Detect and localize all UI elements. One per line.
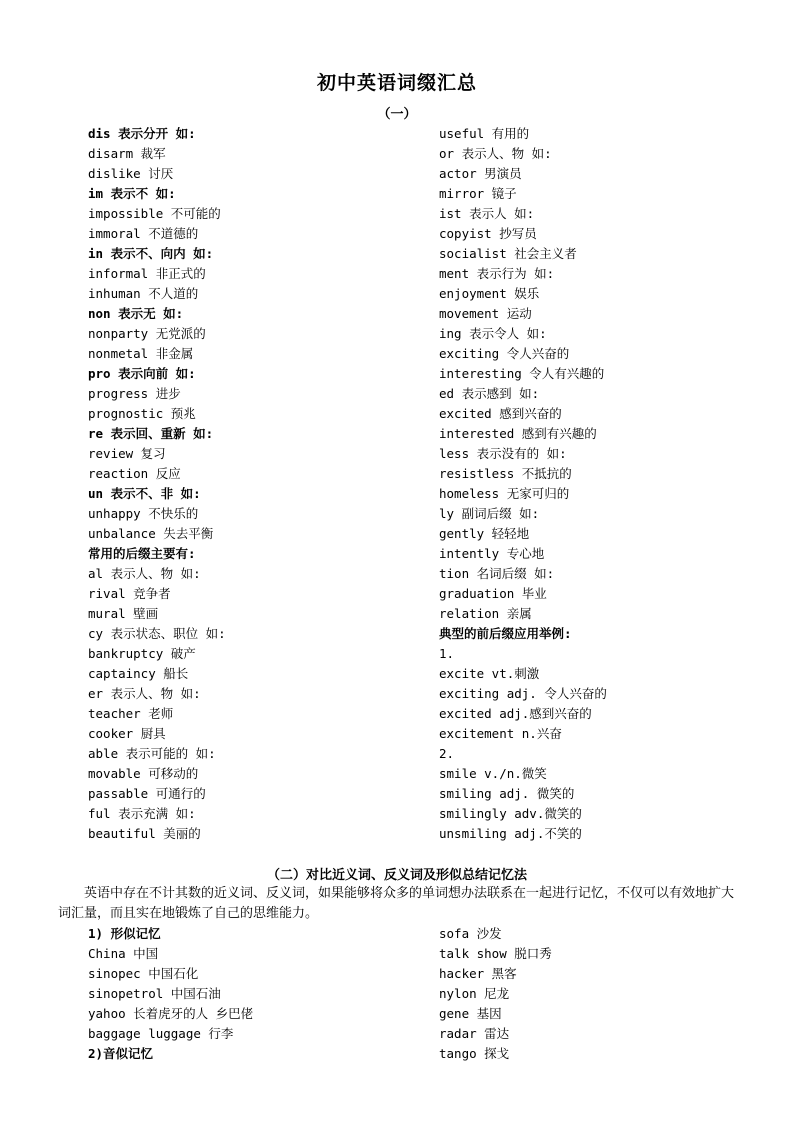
list-item: sinopetrol 中国石油 xyxy=(88,986,221,1001)
list-item: ing 表示令人 如: xyxy=(439,326,547,341)
section-two-heading: （二）对比近义词、反义词及形似总结记忆法 xyxy=(266,868,527,883)
list-item: ment 表示行为 如: xyxy=(439,266,555,281)
prefix-column xyxy=(88,124,226,844)
list-item: mirror 镜子 xyxy=(439,186,517,201)
list-item: smilingly adv.微笑的 xyxy=(439,806,582,821)
list-item: tion 名词后缀 如: xyxy=(439,566,555,581)
list-item: unhappy 不快乐的 xyxy=(88,506,199,521)
list-item: progress 进步 xyxy=(88,386,181,401)
list-item: China 中国 xyxy=(88,946,159,961)
list-item: socialist 社会主义者 xyxy=(439,246,577,261)
list-item: informal 非正式的 xyxy=(88,266,206,281)
list-item: ful 表示充满 如: xyxy=(88,806,196,821)
list-heading: im 表示不 如: xyxy=(88,186,176,201)
document-title: 初中英语词缀汇总 xyxy=(316,72,477,94)
list-item: homeless 无家可归的 xyxy=(439,486,570,501)
list-item: smile v./n.微笑 xyxy=(439,766,547,781)
list-heading: 1) 形似记忆 xyxy=(88,926,161,941)
list-heading: pro 表示向前 如: xyxy=(88,366,196,381)
list-item: exciting 令人兴奋的 xyxy=(439,346,570,361)
list-item: al 表示人、物 如: xyxy=(88,566,201,581)
list-item: gene 基因 xyxy=(439,1006,502,1021)
list-item: radar 雷达 xyxy=(439,1026,510,1041)
list-item: actor 男演员 xyxy=(439,166,522,181)
list-item: reaction 反应 xyxy=(88,466,181,481)
suffix-column xyxy=(439,124,607,844)
list-item: excitement n.兴奋 xyxy=(439,726,562,741)
list-item: smiling adj. 微笑的 xyxy=(439,786,575,801)
list-item: exciting adj. 令人兴奋的 xyxy=(439,686,607,701)
list-item: or 表示人、物 如: xyxy=(439,146,552,161)
list-item: prognostic 预兆 xyxy=(88,406,196,421)
list-item: enjoyment 娱乐 xyxy=(439,286,540,301)
list-item: cooker 厨具 xyxy=(88,726,166,741)
list-item: ed 表示感到 如: xyxy=(439,386,540,401)
list-item: sofa 沙发 xyxy=(439,926,502,941)
list-item: interesting 令人有兴趣的 xyxy=(439,366,605,381)
list-item: movable 可移动的 xyxy=(88,766,199,781)
list-heading: re 表示回、重新 如: xyxy=(88,426,214,441)
list-item: captaincy 船长 xyxy=(88,666,189,681)
list-item: disarm 裁军 xyxy=(88,146,166,161)
list-item: immoral 不道德的 xyxy=(88,226,199,241)
list-item: ly 副词后缀 如: xyxy=(439,506,540,521)
list-item: teacher 老师 xyxy=(88,706,174,721)
list-item: impossible 不可能的 xyxy=(88,206,221,221)
list-item: rival 竞争者 xyxy=(88,586,171,601)
list-item: sinopec 中国石化 xyxy=(88,966,199,981)
list-item: intently 专心地 xyxy=(439,546,545,561)
list-item: relation 亲属 xyxy=(439,606,532,621)
section-one-heading: （一） xyxy=(377,107,417,122)
list-item: movement 运动 xyxy=(439,306,532,321)
list-item: inhuman 不人道的 xyxy=(88,286,199,301)
list-item: 2. xyxy=(439,746,455,761)
list-item: mural 壁画 xyxy=(88,606,159,621)
list-heading: 常用的后缀主要有: xyxy=(88,546,196,561)
list-item: review 复习 xyxy=(88,446,166,461)
list-item: baggage luggage 行李 xyxy=(88,1026,234,1041)
intro-paragraph: 英语中存在不计其数的近义词、反义词，如果能够将众多的单词想办法联系在一起进行记忆，不仅可以有效地扩大词汇量，而且实在地锻炼了自己的思维能力。 xyxy=(58,886,735,921)
list-heading: 2)音似记忆 xyxy=(88,1046,154,1061)
list-item: nylon 尼龙 xyxy=(439,986,510,1001)
list-heading: non 表示无 如: xyxy=(88,306,184,321)
list-heading: in 表示不、向内 如: xyxy=(88,246,214,261)
list-item: hacker 黑客 xyxy=(439,966,517,981)
list-heading: dis 表示分开 如: xyxy=(88,126,196,141)
memory-method-column-left xyxy=(88,924,253,1064)
list-item: dislike 讨厌 xyxy=(88,166,174,181)
list-item: 1. xyxy=(439,646,455,661)
list-item: tango 探戈 xyxy=(439,1046,510,1061)
list-item: copyist 抄写员 xyxy=(439,226,537,241)
list-item: excite vt.刺激 xyxy=(439,666,540,681)
list-item: bankruptcy 破产 xyxy=(88,646,196,661)
list-item: nonparty 无党派的 xyxy=(88,326,206,341)
list-item: nonmetal 非金属 xyxy=(88,346,194,361)
list-item: graduation 毕业 xyxy=(439,586,547,601)
list-item: ist 表示人 如: xyxy=(439,206,535,221)
list-item: er 表示人、物 如: xyxy=(88,686,201,701)
list-item: yahoo 长着虎牙的人 乡巴佬 xyxy=(88,1006,254,1021)
list-item: talk show 脱口秀 xyxy=(439,946,552,961)
list-item: less 表示没有的 如: xyxy=(439,446,567,461)
list-item: unbalance 失去平衡 xyxy=(88,526,214,541)
list-item: beautiful 美丽的 xyxy=(88,826,201,841)
list-item: excited 感到兴奋的 xyxy=(439,406,562,421)
list-item: resistless 不抵抗的 xyxy=(439,466,572,481)
list-item: interested 感到有兴趣的 xyxy=(439,426,597,441)
list-item: able 表示可能的 如: xyxy=(88,746,216,761)
list-heading: un 表示不、非 如: xyxy=(88,486,201,501)
list-heading: 典型的前后缀应用举例: xyxy=(439,626,572,641)
list-item: gently 轻轻地 xyxy=(439,526,530,541)
list-item: cy 表示状态、职位 如: xyxy=(88,626,226,641)
memory-method-column-right xyxy=(439,924,552,1064)
list-item: passable 可通行的 xyxy=(88,786,206,801)
list-item: unsmiling adj.不笑的 xyxy=(439,826,582,841)
list-item: useful 有用的 xyxy=(439,126,530,141)
list-item: excited adj.感到兴奋的 xyxy=(439,706,592,721)
